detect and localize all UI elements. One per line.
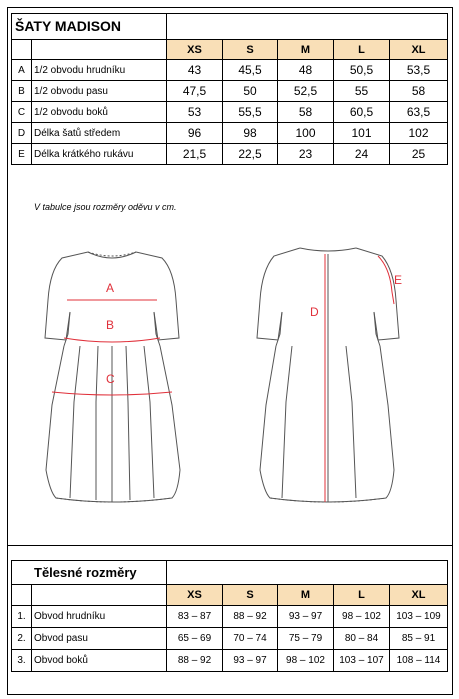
cell-value: 80 – 84 <box>334 628 390 650</box>
row-letter: D <box>12 123 32 144</box>
cell-value: 93 – 97 <box>223 650 278 672</box>
front-label-b: B <box>106 318 115 332</box>
cell-value: 98 <box>223 123 278 144</box>
row-number: 3. <box>12 650 32 672</box>
garment-title-blank <box>167 14 448 40</box>
row-label: Obvod hrudníku <box>32 606 167 628</box>
header-blank-label <box>32 40 167 60</box>
cell-value: 23 <box>278 144 334 165</box>
cell-value: 45,5 <box>223 60 278 81</box>
size-header-m: M <box>278 40 334 60</box>
cell-value: 100 <box>278 123 334 144</box>
header-blank-num <box>12 585 32 606</box>
garment-title-cell <box>12 14 167 40</box>
table-row <box>12 606 448 628</box>
cell-value: 70 – 74 <box>223 628 278 650</box>
back-label-e: E <box>394 273 403 287</box>
row-number: 1. <box>12 606 32 628</box>
row-label: 1/2 obvodu hrudníku <box>32 60 167 81</box>
cell-value: 53,5 <box>390 60 448 81</box>
cell-value: 88 – 92 <box>223 606 278 628</box>
front-label-a: A <box>106 281 115 295</box>
size-header-xl: XL <box>390 40 448 60</box>
size-header-l: L <box>334 40 390 60</box>
body-size-header-s: S <box>223 585 278 606</box>
garment-title: ŠATY MADISON <box>15 17 122 34</box>
back-dress-drawing <box>257 248 399 502</box>
body-title-blank <box>167 561 448 585</box>
row-letter: E <box>12 144 32 165</box>
cell-value: 60,5 <box>334 102 390 123</box>
cell-value: 75 – 79 <box>278 628 334 650</box>
cell-value: 98 – 102 <box>334 606 390 628</box>
back-label-d: D <box>310 305 319 319</box>
cell-value: 85 – 91 <box>390 628 448 650</box>
cell-value: 47,5 <box>167 81 223 102</box>
row-letter: B <box>12 81 32 102</box>
cell-value: 93 – 97 <box>278 606 334 628</box>
cell-value: 24 <box>334 144 390 165</box>
row-letter: C <box>12 102 32 123</box>
cell-value: 52,5 <box>278 81 334 102</box>
table-row <box>12 628 448 650</box>
cell-value: 103 – 107 <box>334 650 390 672</box>
table-row <box>12 144 448 165</box>
size-header-s: S <box>223 40 278 60</box>
cell-value: 50 <box>223 81 278 102</box>
row-number: 2. <box>12 628 32 650</box>
cell-value: 102 <box>390 123 448 144</box>
body-size-header-l: L <box>334 585 390 606</box>
cell-value: 103 – 109 <box>390 606 448 628</box>
table-row <box>12 102 448 123</box>
units-note: V tabulce jsou rozměry oděvu v cm. <box>34 202 177 212</box>
cell-value: 48 <box>278 60 334 81</box>
body-title-cell <box>12 561 167 585</box>
back-measure-lines <box>325 254 394 502</box>
table-row <box>12 650 448 672</box>
cell-value: 83 – 87 <box>167 606 223 628</box>
cell-value: 21,5 <box>167 144 223 165</box>
section-divider <box>7 545 453 546</box>
cell-value: 58 <box>390 81 448 102</box>
cell-value: 98 – 102 <box>278 650 334 672</box>
body-size-header-xl: XL <box>390 585 448 606</box>
body-size-table <box>11 560 448 672</box>
dress-illustration <box>0 230 459 530</box>
cell-value: 101 <box>334 123 390 144</box>
cell-value: 63,5 <box>390 102 448 123</box>
table-row <box>12 60 448 81</box>
row-label: Délka krátkého rukávu <box>32 144 167 165</box>
row-label: 1/2 obvodu boků <box>32 102 167 123</box>
cell-value: 88 – 92 <box>167 650 223 672</box>
cell-value: 55 <box>334 81 390 102</box>
cell-value: 25 <box>390 144 448 165</box>
cell-value: 50,5 <box>334 60 390 81</box>
cell-value: 65 – 69 <box>167 628 223 650</box>
size-header-xs: XS <box>167 40 223 60</box>
table-row <box>12 81 448 102</box>
cell-value: 43 <box>167 60 223 81</box>
row-label: 1/2 obvodu pasu <box>32 81 167 102</box>
cell-value: 58 <box>278 102 334 123</box>
cell-value: 55,5 <box>223 102 278 123</box>
row-label: Obvod boků <box>32 650 167 672</box>
garment-size-table <box>11 13 448 165</box>
body-size-header-m: M <box>278 585 334 606</box>
header-blank-letter <box>12 40 32 60</box>
cell-value: 96 <box>167 123 223 144</box>
cell-value: 22,5 <box>223 144 278 165</box>
row-label: Délka šatů středem <box>32 123 167 144</box>
table-row <box>12 123 448 144</box>
cell-value: 108 – 114 <box>390 650 448 672</box>
front-label-c: C <box>106 372 115 386</box>
row-letter: A <box>12 60 32 81</box>
body-title: Tělesné rozměry <box>34 564 137 580</box>
header-blank-label <box>32 585 167 606</box>
body-size-header-xs: XS <box>167 585 223 606</box>
cell-value: 53 <box>167 102 223 123</box>
row-label: Obvod pasu <box>32 628 167 650</box>
